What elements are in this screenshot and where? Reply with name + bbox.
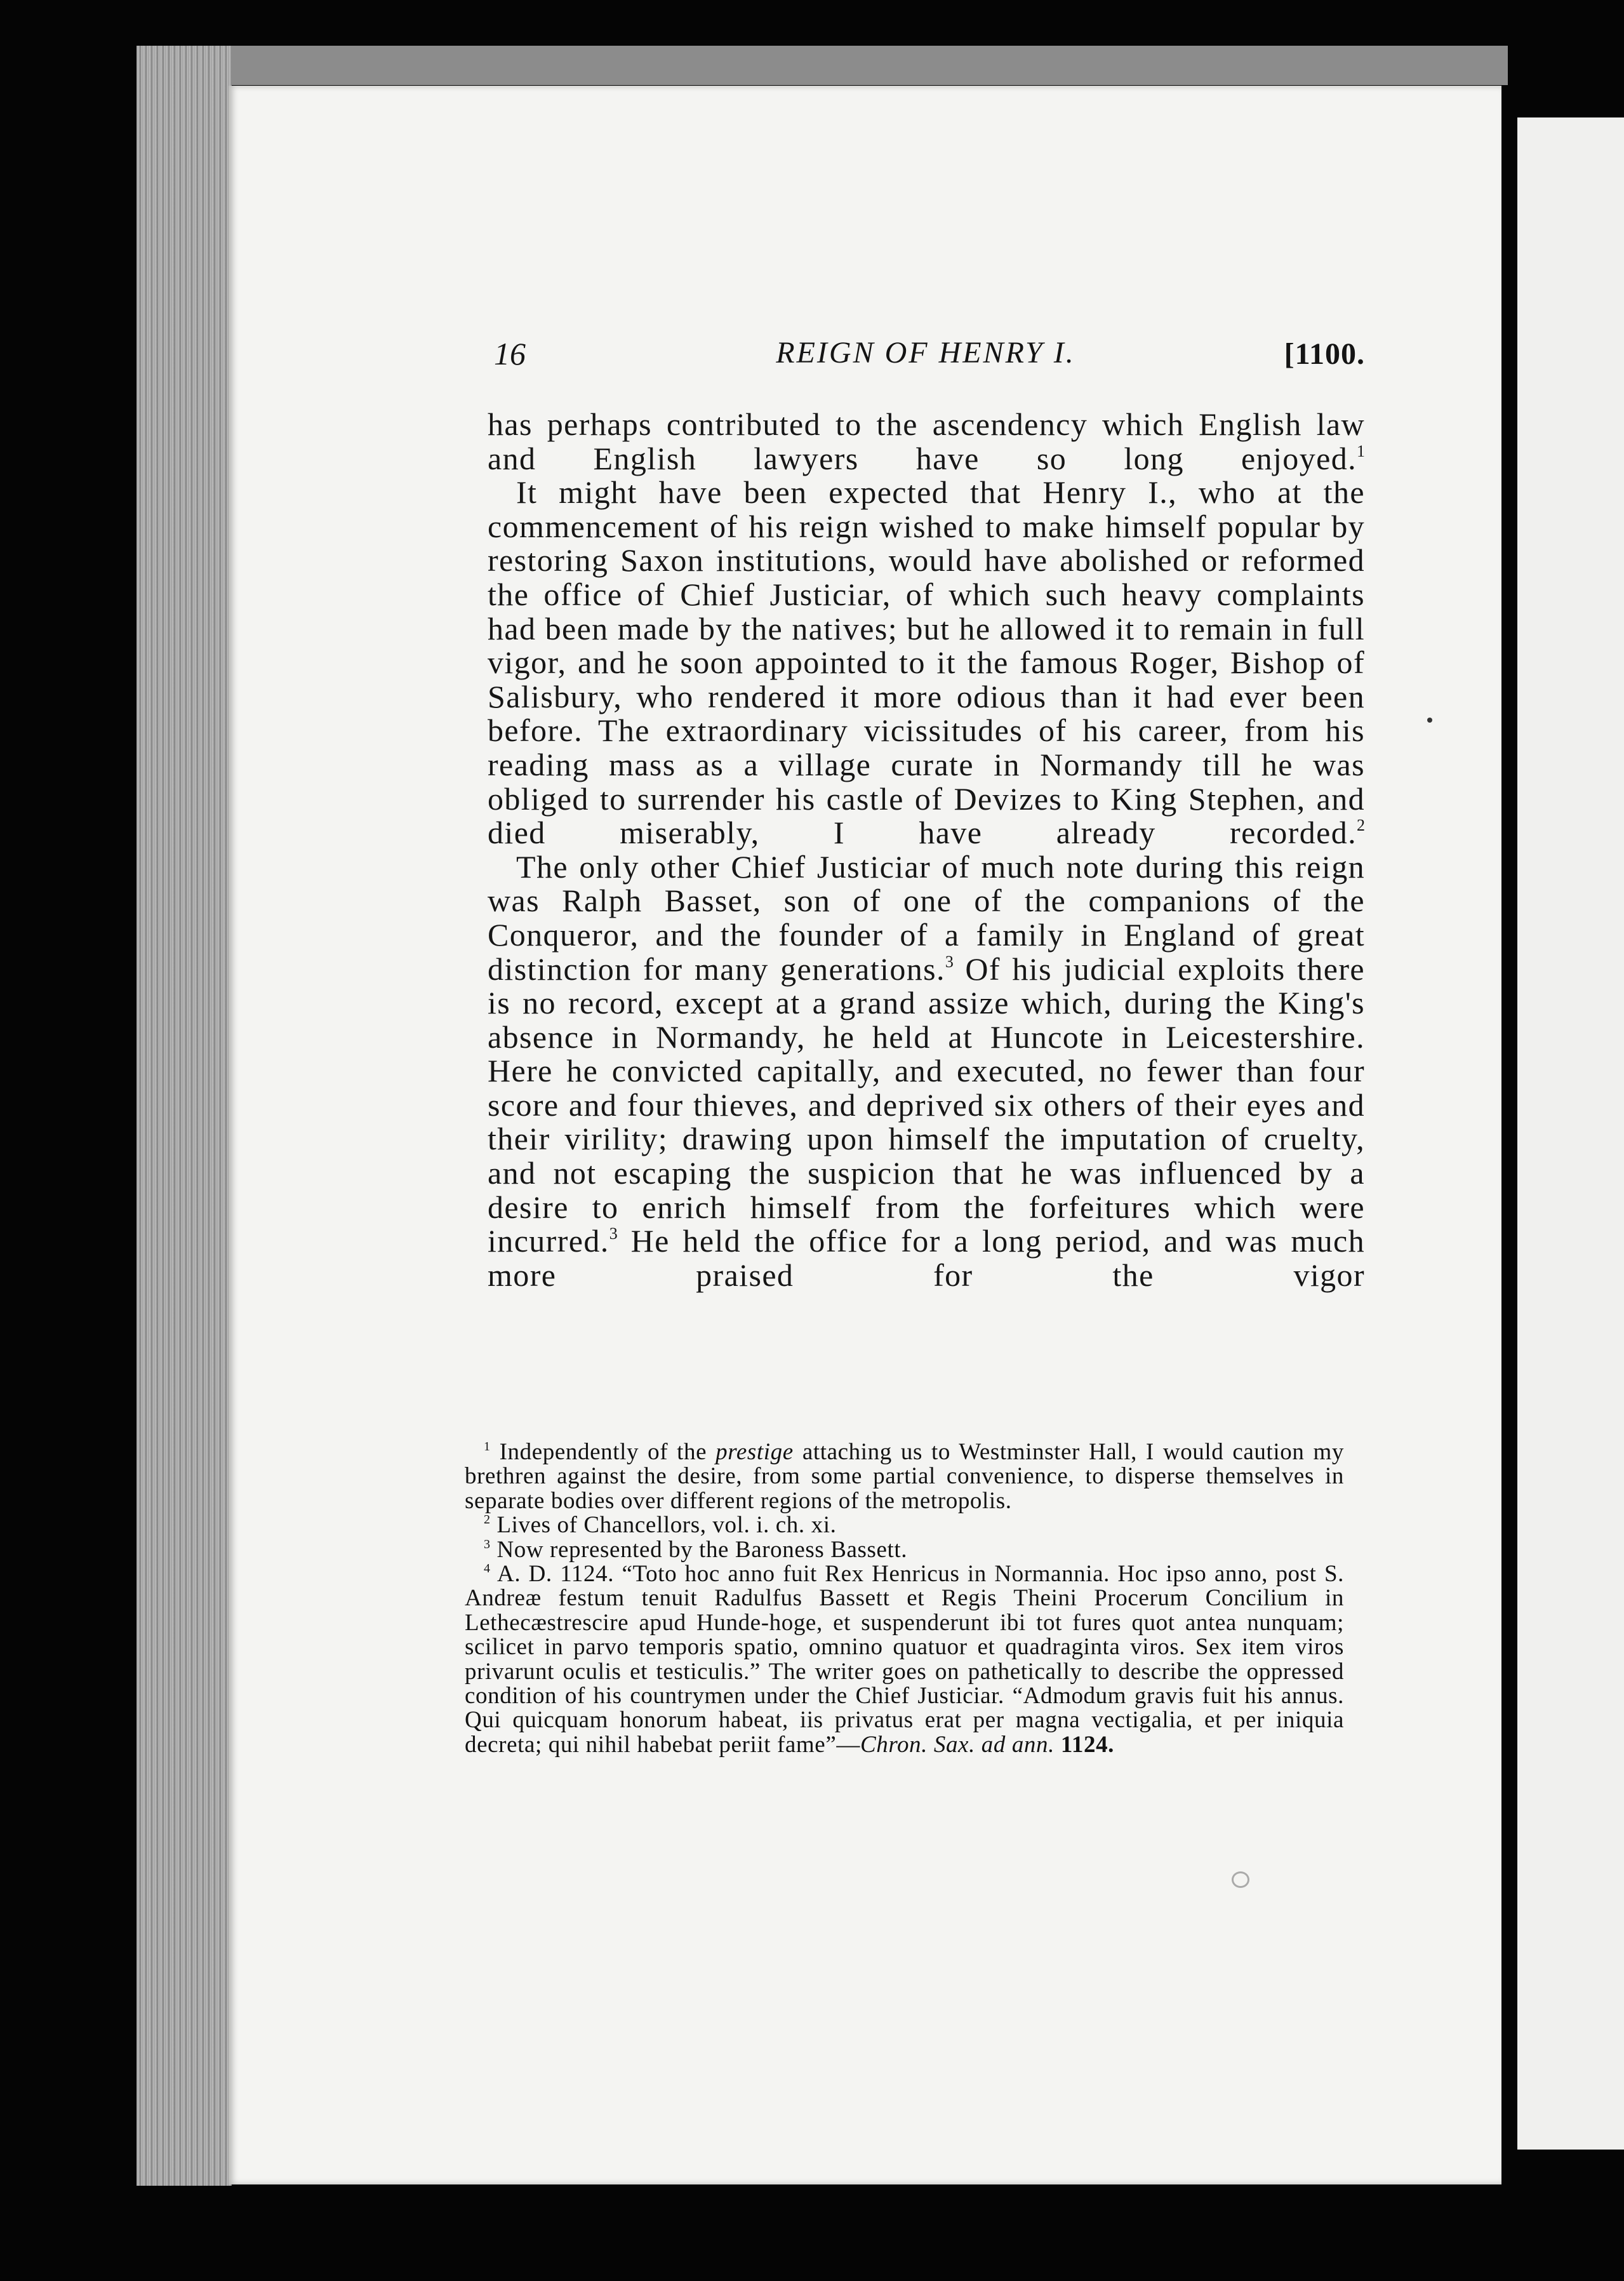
paper-speck — [1232, 1871, 1249, 1888]
page-number: 16 — [494, 336, 526, 371]
footnote-mark: 1 — [484, 1440, 491, 1454]
footnote-italic: prestige — [715, 1439, 794, 1465]
paragraph-text: has perhaps contributed to the ascendency which English law and English lawyers have so long enjoyed. — [488, 406, 1365, 476]
footnote-text: Independently of the — [499, 1439, 716, 1465]
paragraph-text: The only other Chief Justiciar of much note during this reign was Ralph Basset, son of one of the companions of the Conqueror, and the founder of a family in England of great distinction for many generations. — [488, 848, 1365, 987]
footnote-ref: 2 — [1357, 816, 1365, 835]
paragraph — [488, 850, 1365, 1293]
adjacent-page-edge — [1517, 117, 1624, 2150]
paragraph-text: Of his judicial exploits there is no record, except at a grand assize which, during the King's absence in Normandy, he held at Huncote in Leicestershire. Here he convicted capitally, and executed, no fewer than four score and four thieves, and deprived six others of their eyes and their virility; drawing upon himself the imputation of cruelty, and not escaping the suspicion that he was influenced by a desire to enrich himself from the forfeitures which were incurred. — [488, 951, 1365, 1259]
main-text — [488, 408, 1365, 1292]
footnote-ref: 3 — [609, 1224, 618, 1243]
footnote-text: Now represented by the Baroness Bassett. — [496, 1536, 908, 1563]
book-top-edge — [175, 46, 1508, 85]
footnote-ref: 1 — [1357, 441, 1365, 460]
footnote-4 — [465, 1562, 1344, 1757]
footnote-italic: Chron. Sax. ad ann. — [860, 1731, 1055, 1758]
book-page-edges — [136, 46, 232, 2186]
footnote-ref: 3 — [945, 952, 954, 971]
running-title: REIGN OF HENRY I. — [776, 336, 1075, 370]
footnote-2 — [465, 1513, 1344, 1537]
footnote-3 — [465, 1538, 1344, 1562]
paragraph — [488, 408, 1365, 476]
paper-speck — [1427, 718, 1432, 723]
footnote-text: Lives of Chancellors, vol. i. ch. xi. — [496, 1512, 837, 1539]
running-head — [494, 335, 1365, 380]
footnote-year: 1124. — [1060, 1731, 1115, 1758]
paragraph-text: He held the office for a long period, and was much more praised for the vigor — [488, 1223, 1366, 1293]
footnote-mark: 2 — [484, 1513, 491, 1527]
footnote-text: attaching us to Westminster Hall, I would caution my brethren against the desire, from some partial convenience, to disperse themselves in separate bodies over different regions of the metropolis. — [465, 1439, 1344, 1514]
footnote-mark: 4 — [484, 1562, 491, 1576]
footnotes — [465, 1440, 1344, 1757]
paragraph — [488, 476, 1365, 850]
running-year: [1100. — [1284, 337, 1365, 371]
footnote-text: A. D. 1124. “Toto hoc anno fuit Rex Henricus in Normannia. Hoc ipso anno, post S. Andreæ festum tenuit Radulfus Bassett et Regis Theini Procerum Concilium in Lethecæstrescire apud Hunde-hoge, et suspenderunt ibi tot fures quot antea nunquam; scilicet in parvo temporis spatio, omnino quatuor et quadraginta viros. Sex item viros privarunt oculis et testiculis.” The writer goes on pathetically to describe the oppressed condition of his countrymen under the Chief Justiciar. “Admodum gravis fuit his annus. Qui quicquam honorum habeat, iis privatus erat per magna vectigalia, et per iniquia decreta; qui nihil habebat periit fame”— — [465, 1561, 1344, 1758]
footnote-mark: 3 — [484, 1537, 491, 1551]
footnote-1 — [465, 1440, 1344, 1513]
paragraph-text: It might have been expected that Henry I., who at the commencement of his reign wished to make himself popular by restoring Saxon institutions, would have abolished or reformed the office of Chief Justiciar, of which such heavy complaints had been made by the natives; but he allowed it to remain in full vigor, and he soon appointed to it the famous Roger, Bishop of Salisbury, who rendered it more odious than it had ever been before. The extraordinary vicissitudes of his career, from his reading mass as a village curate in Normandy till he was obliged to surrender his castle of Devizes to King Stephen, and died miserably, I have already recorded. — [488, 474, 1365, 851]
